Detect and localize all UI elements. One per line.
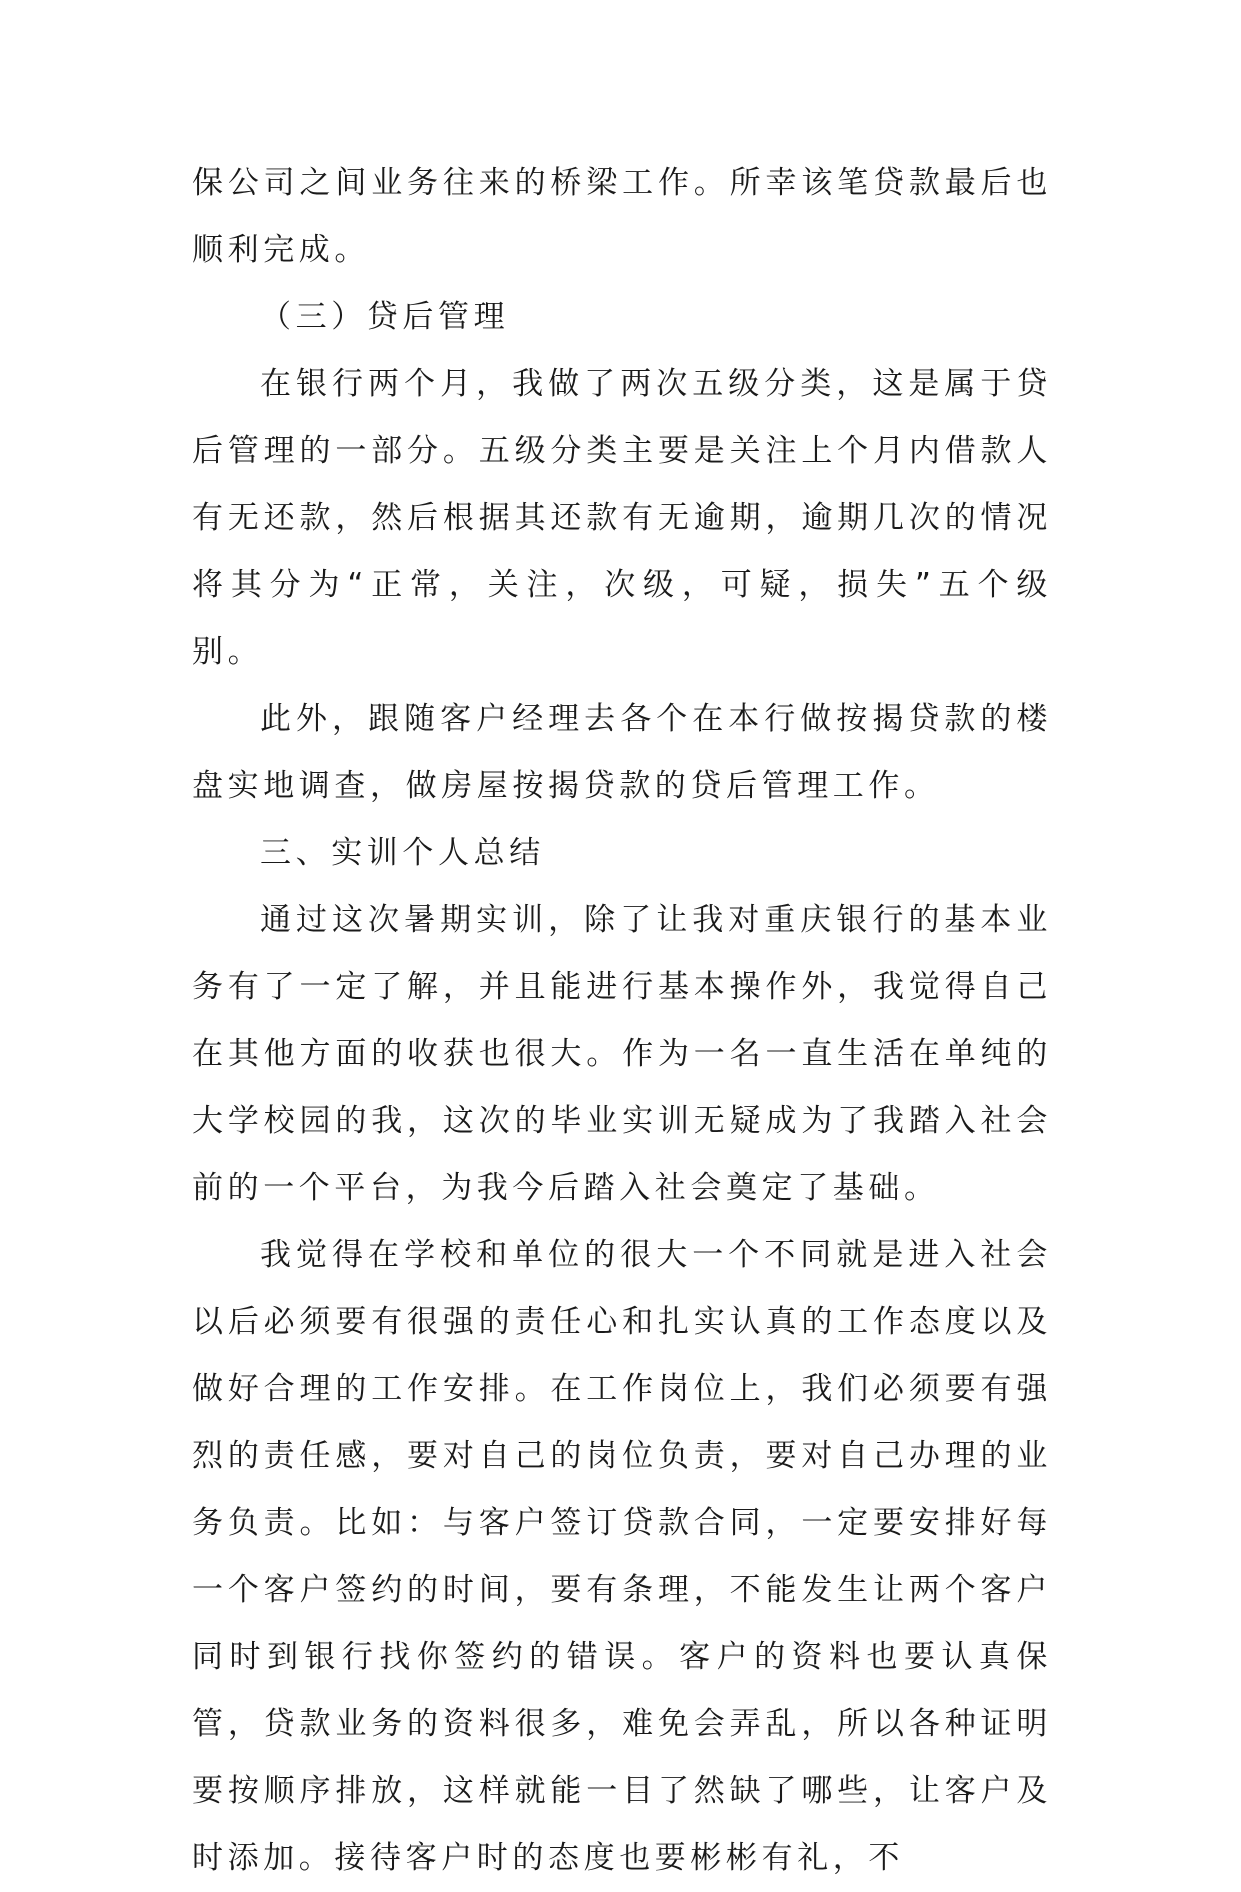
paragraph-five-level-classification: 在银行两个月，我做了两次五级分类，这是属于贷后管理的一部分。五级分类主要是关注上个月内借款人有无还款，然后根据其还款有无逾期，逾期几次的情况将其分为“正常，关注，次级，可疑，损失”五个级别。 <box>192 366 1052 670</box>
section-heading-personal-summary: 三、实训个人总结 <box>260 835 545 871</box>
paragraph-continuation: 保公司之间业务往来的桥梁工作。所幸该笔贷款最后也顺利完成。 <box>192 165 1052 268</box>
section-heading-post-loan-management: （三）贷后管理 <box>260 299 510 335</box>
paragraph-internship-gains: 通过这次暑期实训，除了让我对重庆银行的基本业务有了一定了解，并且能进行基本操作外，我觉得自己在其他方面的收获也很大。作为一名一直生活在单纯的大学校园的我，这次的毕业实训无疑成为了我踏入社会前的一个平台，为我今后踏入社会奠定了基础。 <box>192 902 1052 1206</box>
paragraph-site-survey: 此外，跟随客户经理去各个在本行做按揭贷款的楼盘实地调查，做房屋按揭贷款的贷后管理工作。 <box>192 701 1052 804</box>
paragraph-responsibility: 我觉得在学校和单位的很大一个不同就是进入社会以后必须要有很强的责任心和扎实认真的工作态度以及做好合理的工作安排。在工作岗位上，我们必须要有强烈的责任感，要对自己的岗位负责，要对自己办理的业务负责。比如：与客户签订贷款合同，一定要安排好每一个客户签约的时间，要有条理，不能发生让两个客户同时到银行找你签约的错误。客户的资料也要认真保管，贷款业务的资料很多，难免会弄乱，所以各种证明要按顺序排放，这样就能一目了然缺了哪些，让客户及时添加。接待客户时的态度也要彬彬有礼，不 <box>192 1237 1052 1876</box>
document-body <box>192 150 1052 1892</box>
